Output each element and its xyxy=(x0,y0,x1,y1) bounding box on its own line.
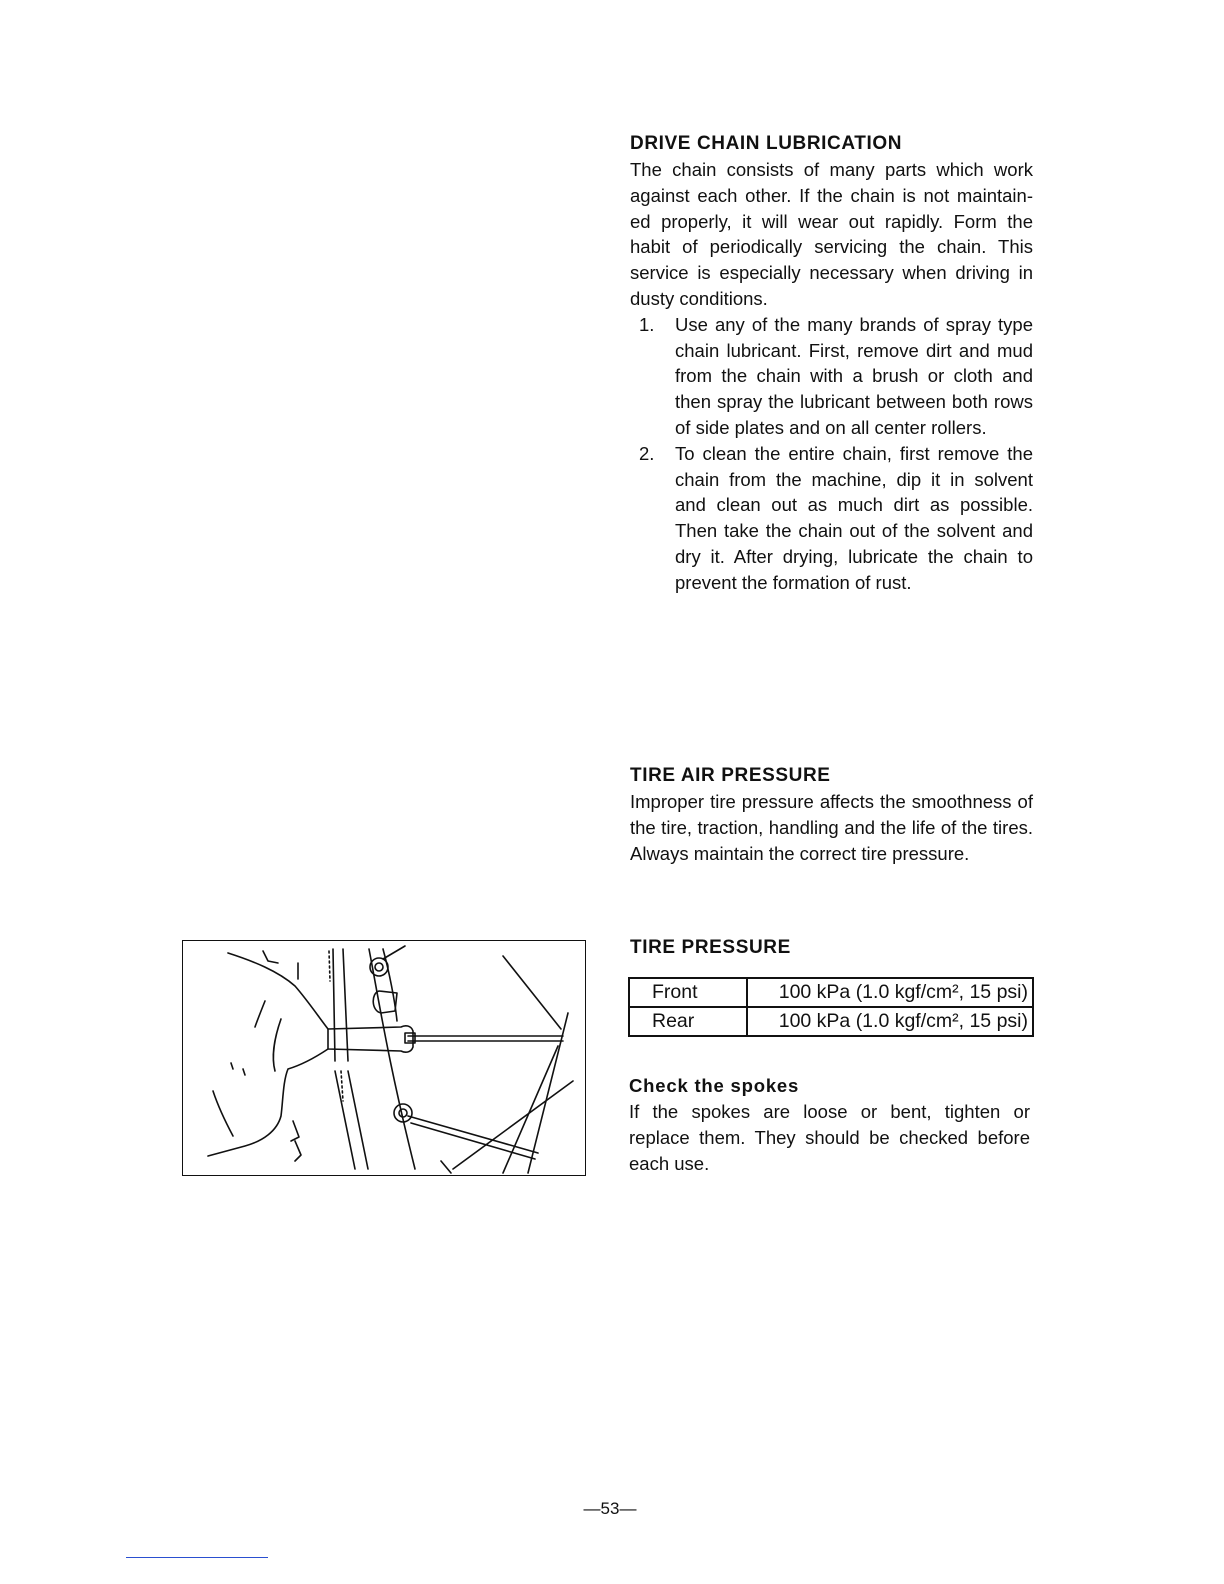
page-number: —53— xyxy=(583,1499,637,1518)
step-number: 2. xyxy=(639,442,655,464)
table-row xyxy=(629,1007,1033,1036)
spokes-text: If the spokes are loose or bent, tighten or replace them. They should be checked before each use. xyxy=(629,1101,1030,1174)
tire-air-heading: TIRE AIR PRESSURE xyxy=(630,765,831,786)
step-text: Use any of the many brands of spray type chain lubricant. First, remove dirt and mud from the chain with a brush or cloth and then spray the lubricant between both rows of side plates and on all center rollers. xyxy=(675,313,1033,438)
spoke-wrench-illustration xyxy=(182,940,586,1176)
tire-pressure-table xyxy=(628,977,1034,1037)
front-value: 100 kPa (1.0 kgf/cm², 15 psi) xyxy=(747,978,1033,1007)
tire-pressure-heading: TIRE PRESSURE xyxy=(630,937,791,958)
table-row xyxy=(629,978,1033,1007)
footer-divider xyxy=(126,1557,268,1558)
drive-chain-heading: DRIVE CHAIN LUBRICATION xyxy=(630,133,903,154)
tire-air-section xyxy=(630,763,1033,866)
list-item xyxy=(630,312,1033,441)
step-text: To clean the entire chain, first remove the chain from the machine, dip it in solvent and clean out as much dirt as possible. Then take the chain out of the solvent and dry it. After drying, lubricate the chain to prevent the formation of rust. xyxy=(675,442,1033,593)
drive-chain-section xyxy=(630,131,1033,596)
spokes-section xyxy=(629,1073,1030,1176)
tire-air-text: Improper tire pressure affects the smoothness of the tire, traction, handling and the life of the tires. Always maintain the correct tire pressure. xyxy=(630,791,1033,864)
front-label: Front xyxy=(629,978,747,1007)
step-number: 1. xyxy=(639,313,655,335)
drive-chain-steps xyxy=(630,312,1033,596)
spoke-wrench-drawing xyxy=(183,941,584,1174)
rear-label: Rear xyxy=(629,1007,747,1036)
rear-value: 100 kPa (1.0 kgf/cm², 15 psi) xyxy=(747,1007,1033,1036)
list-item xyxy=(630,441,1033,596)
drive-chain-intro: The chain consists of many parts which work against each other. If the chain is not maintain-ed properly, it will wear out rapidly. Form the habit of periodically servicing the chain. This service is especially necessary when driving in dusty conditions. xyxy=(630,159,1033,309)
spokes-heading: Check the spokes xyxy=(629,1075,800,1096)
tire-pressure-section xyxy=(630,935,1033,961)
